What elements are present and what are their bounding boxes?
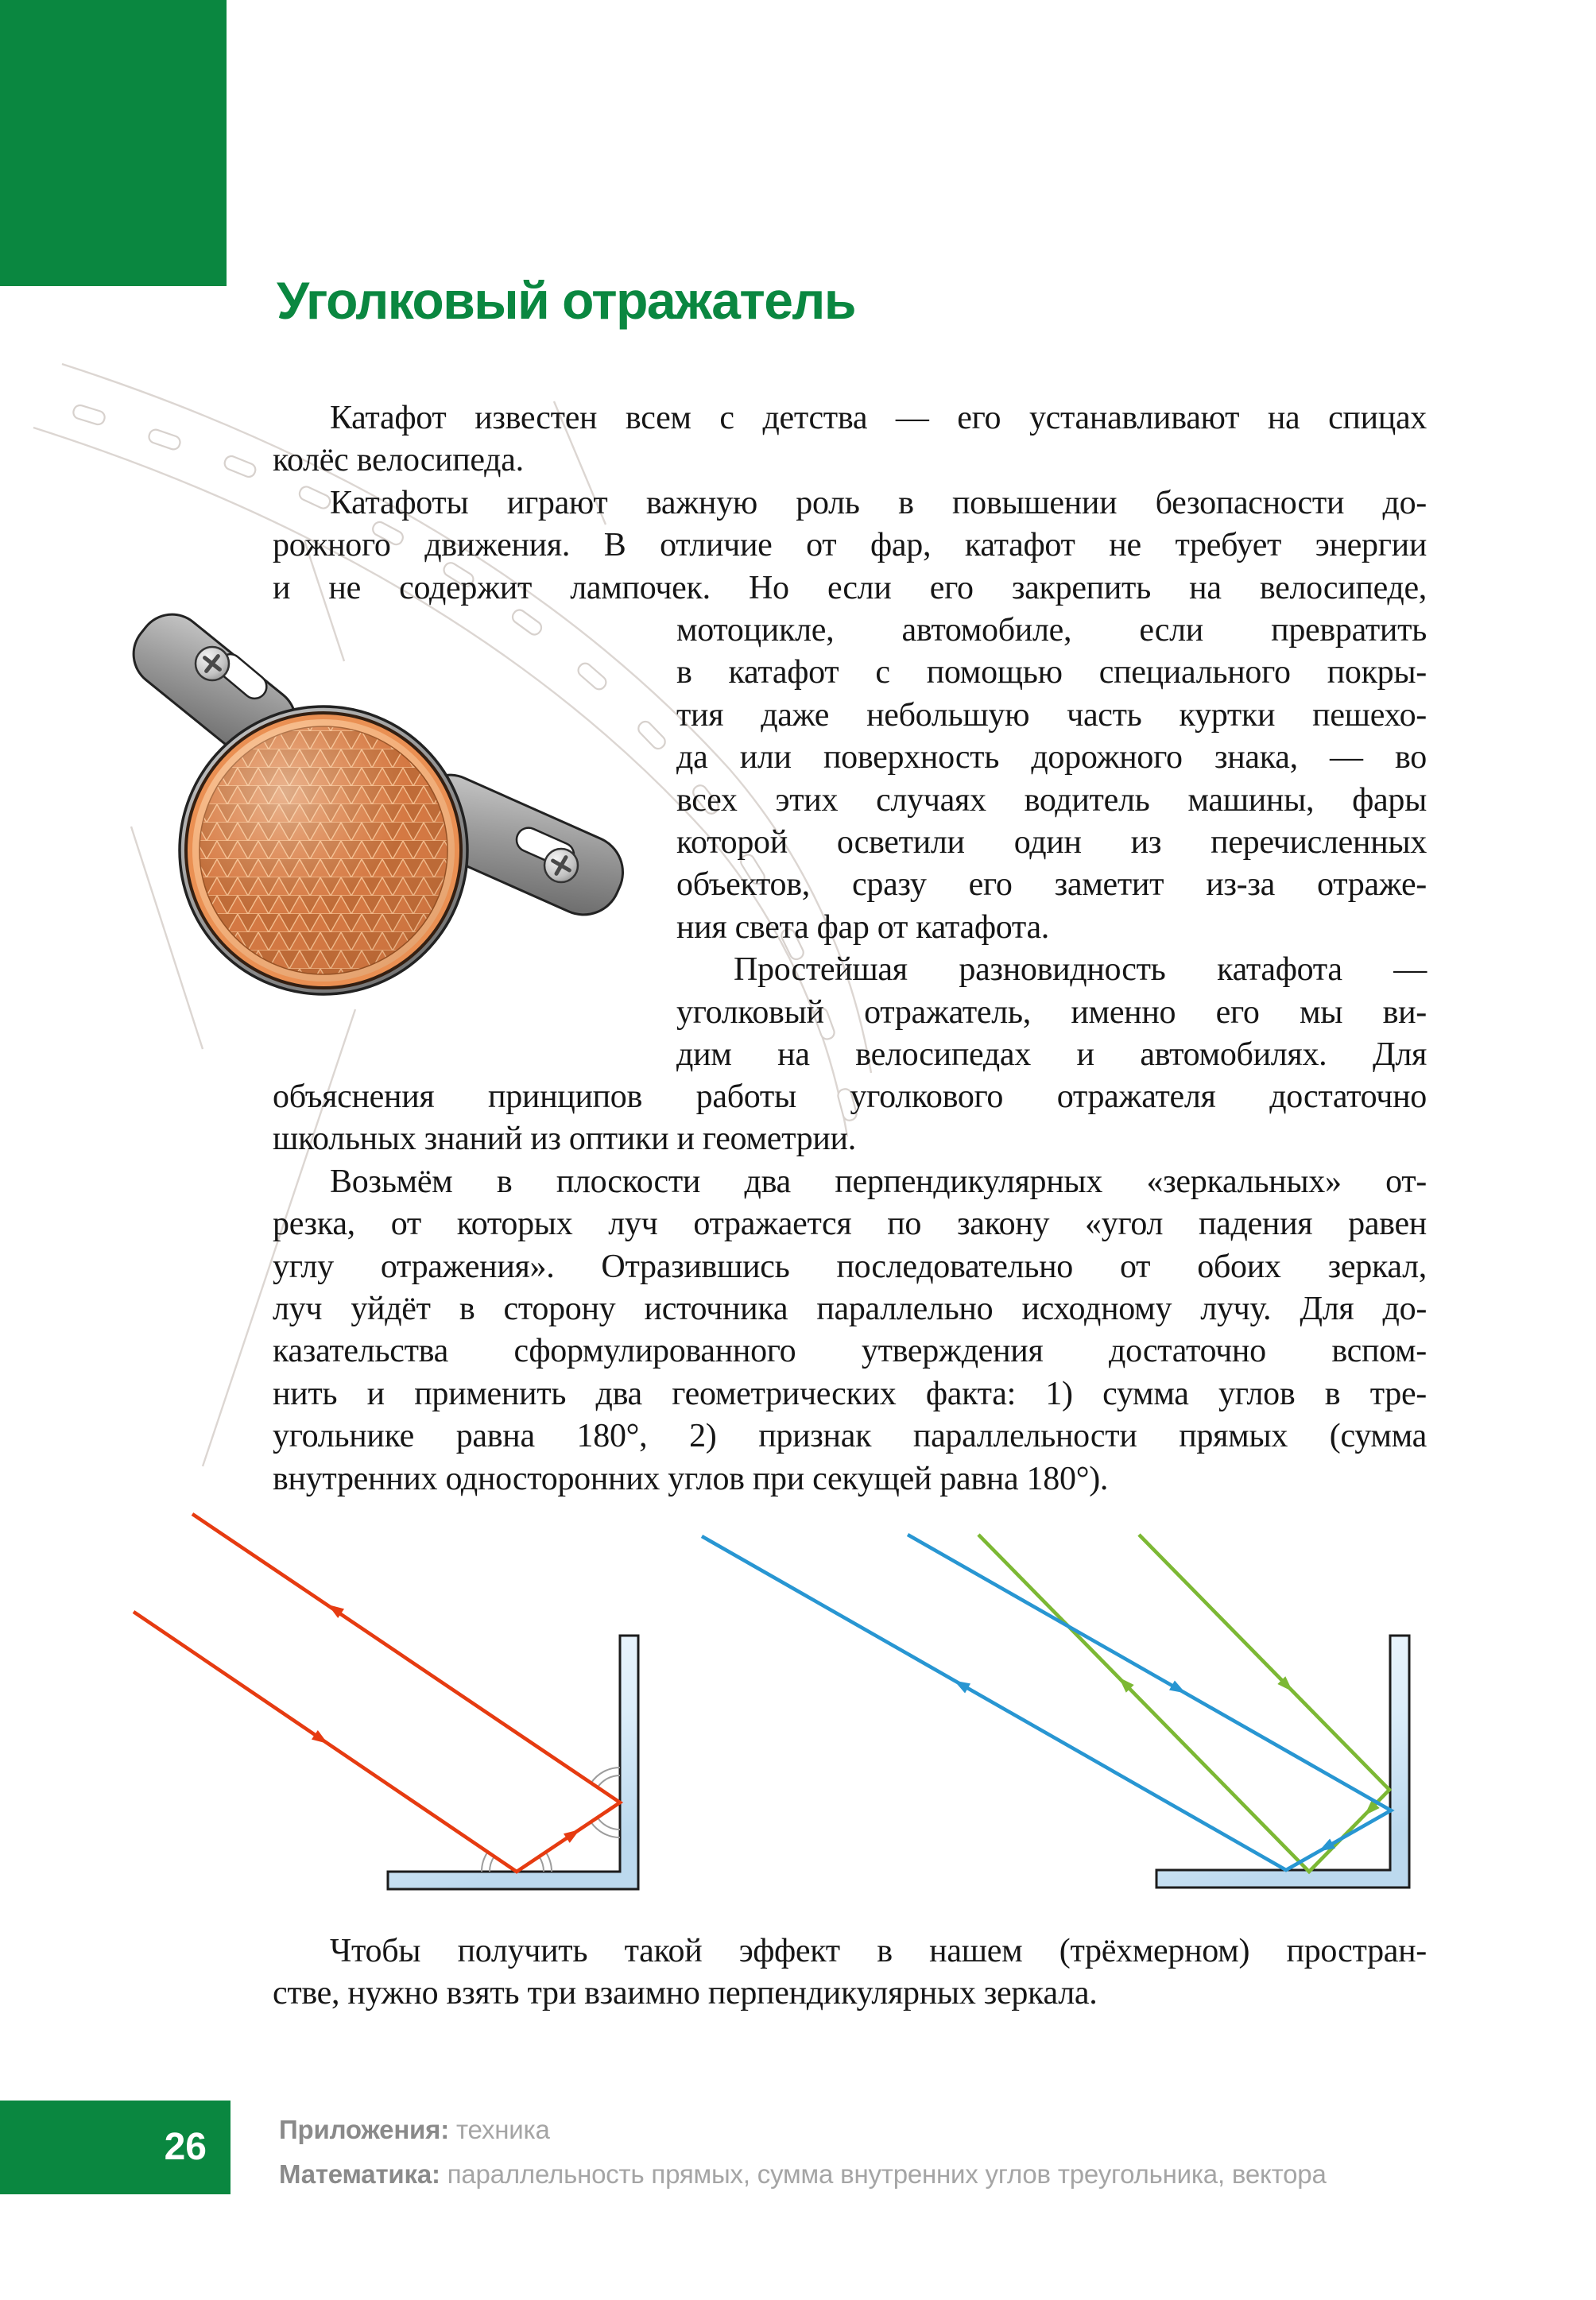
text-line: Катафоты играют важную роль в повышении безопасности до-: [330, 484, 1427, 521]
text-line: угольнике равна 180°, 2) признак параллельности прямых (сумма: [273, 1418, 1427, 1455]
bicycle-reflector-illustration: [119, 600, 644, 1033]
text-line: дим на велосипедах и автомобилях. Для: [676, 1036, 1427, 1073]
footer-value-applications: техника: [449, 2115, 550, 2144]
header-green-block: [0, 0, 227, 286]
text-line: объяснения принципов работы уголкового отражателя достаточно: [273, 1078, 1427, 1115]
paragraphs-top: [273, 397, 1427, 610]
text-line: Катафот известен всем с детства — его устанавливают на спицах: [330, 400, 1427, 436]
footer-line-applications: [279, 2108, 1327, 2152]
reflector-disc: [186, 713, 461, 988]
diagram-corner-reflector-left: [134, 1514, 638, 1889]
footer-value-mathematics: параллельность прямых, сумма внутренних углов треугольника, вектора: [440, 2159, 1327, 2189]
text-line: Чтобы получить такой эффект в нашем (трёхмерном) простран-: [330, 1933, 1427, 1969]
green-ray-arrows: [1115, 1674, 1380, 1820]
mirror-right-l-shape: [1156, 1636, 1409, 1888]
text-line: в катафот с помощью специального покры-: [676, 654, 1427, 691]
text-line: рожного движения. В отличие от фар, катафот не требует энергии: [273, 527, 1427, 564]
text-line: нить и применить два геометрических факта: 1) сумма углов в тре-: [273, 1375, 1427, 1412]
paragraphs-beside-illustration: [676, 610, 1427, 1076]
page-number-badge: [0, 2101, 230, 2194]
text-line: тия даже небольшую часть куртки пешехо-: [676, 696, 1427, 734]
text-line: уголковый отражатель, именно его мы ви-: [676, 993, 1427, 1031]
footer-label-applications: Приложения:: [279, 2115, 449, 2144]
red-ray-arrows: [312, 1600, 583, 1843]
text-line: углу отражения». Отразившись последовательно от обоих зеркал,: [273, 1248, 1427, 1285]
paragraphs-middle: [273, 1076, 1427, 1500]
text-line: стве, нужно взять три взаимно перпендикулярных зеркала.: [273, 1975, 1098, 2012]
angle-arcs: [482, 1768, 620, 1872]
diagram-corner-reflector-right: [702, 1535, 1409, 1888]
text-line: объектов, сразу его заметит из-за отраже-: [676, 866, 1427, 904]
paragraph-closing: [273, 1930, 1427, 2015]
text-line: луч уйдёт в сторону источника параллельно исходному лучу. Для до-: [273, 1290, 1427, 1327]
footer-topics: [279, 2108, 1327, 2197]
green-ray-path: [978, 1535, 1389, 1872]
text-line: да или поверхность дорожного знака, — во: [676, 739, 1427, 776]
text-line: казательства сформулированного утверждения достаточно вспом-: [273, 1333, 1427, 1370]
page-number: 26: [164, 2126, 207, 2168]
text-line: ния света фар от катафота.: [676, 908, 1050, 946]
text-line: всех этих случаях водитель машины, фары: [676, 781, 1427, 819]
text-line: мотоцикле, автомобиле, если превратить: [676, 612, 1427, 649]
text-line: которой осветили один из перечисленных: [676, 823, 1427, 861]
text-line: Простейшая разновидность катафота —: [734, 951, 1427, 989]
red-ray-path: [134, 1514, 620, 1872]
text-line: школьных знаний из оптики и геометрии.: [273, 1121, 856, 1158]
footer-line-mathematics: [279, 2152, 1327, 2197]
page-title: Уголковый отражатель: [277, 271, 855, 331]
text-line: колёс велосипеда.: [273, 442, 524, 479]
text-line: резка, от которых луч отражается по закону «угол падения равен: [273, 1206, 1427, 1243]
text-line: Возьмём в плоскости два перпендикулярных «зеркальных» от-: [330, 1163, 1427, 1200]
footer-label-mathematics: Математика:: [279, 2159, 440, 2189]
text-line: внутренних односторонних углов при секущей равна 180°).: [273, 1460, 1109, 1497]
mirror-left-l-shape: [388, 1636, 638, 1889]
text-line: и не содержит лампочек. Но если его закрепить на велосипеде,: [273, 569, 1427, 606]
blue-ray-path: [702, 1535, 1391, 1870]
